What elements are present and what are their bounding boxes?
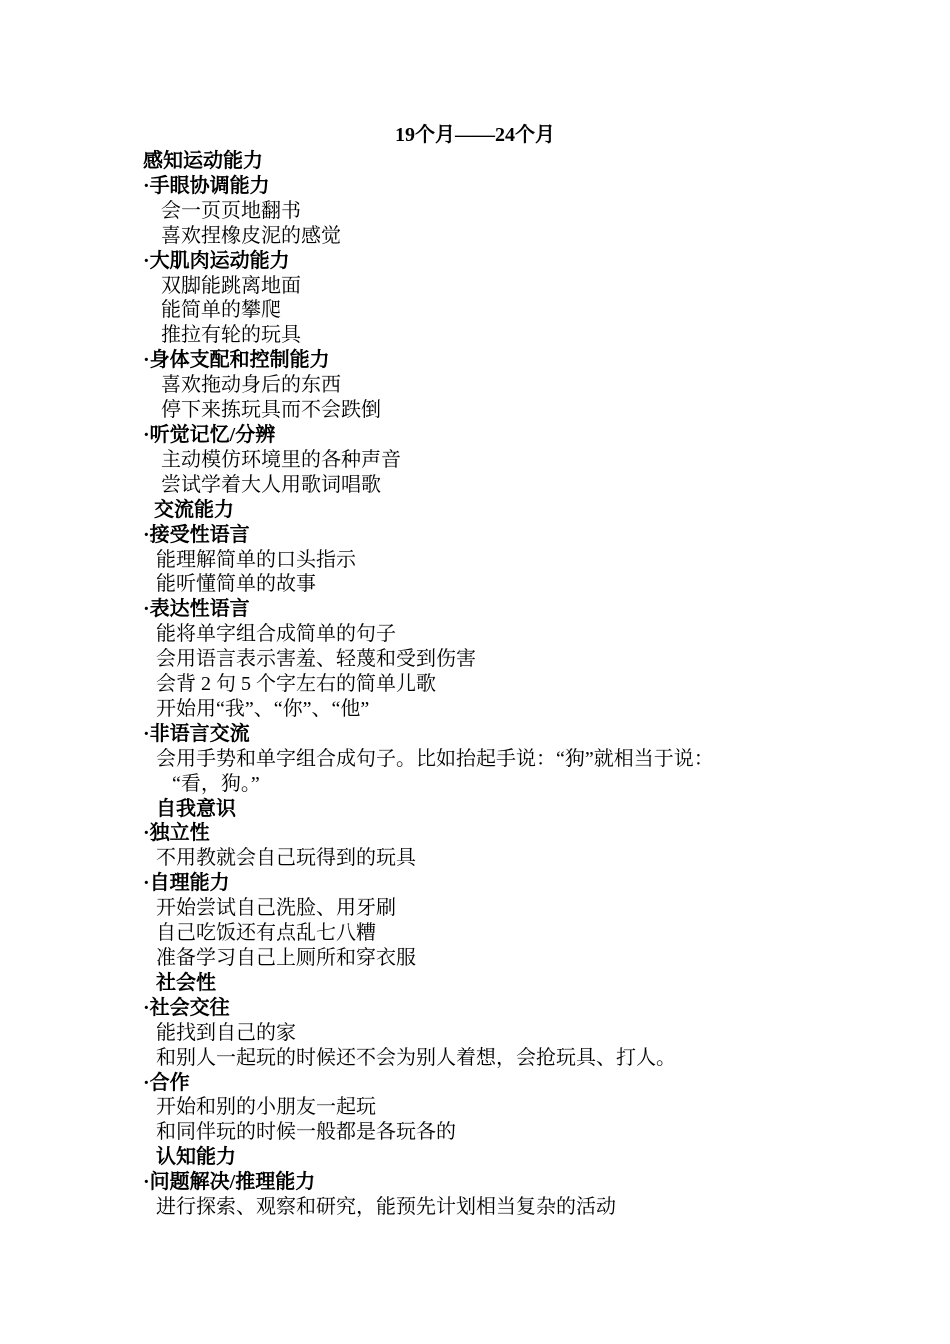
list-item: 喜欢捏橡皮泥的感觉 [161, 224, 341, 247]
document-title: 19个月——24个月 [395, 124, 555, 146]
list-item: 和同伴玩的时候一般都是各玩各的 [156, 1121, 456, 1144]
subsection-heading: ·手眼协调能力 [143, 174, 270, 197]
list-item: 能找到自己的家 [156, 1021, 296, 1044]
section-heading: 认知能力 [156, 1146, 236, 1169]
list-item: 进行探索、观察和研究，能预先计划相当复杂的活动 [156, 1196, 616, 1219]
list-item: 开始和别的小朋友一起玩 [156, 1096, 376, 1119]
subsection-heading: ·表达性语言 [143, 598, 250, 621]
list-item: 会用手势和单字组合成句子。比如抬起手说：“狗”就相当于说： [156, 747, 714, 770]
subsection-heading: ·社会交往 [143, 996, 230, 1019]
subsection-heading: ·独立性 [143, 822, 210, 845]
list-item: 会背 2 句 5 个字左右的简单儿歌 [156, 673, 436, 696]
list-item: 不用教就会自己玩得到的玩具 [156, 847, 416, 870]
subsection-heading: ·自理能力 [143, 872, 230, 895]
subsection-heading: ·身体支配和控制能力 [143, 349, 330, 372]
list-item-continuation: “看，狗。” [172, 772, 260, 795]
list-item: 能听懂简单的故事 [156, 573, 316, 596]
list-item: 准备学习自己上厕所和穿衣服 [156, 947, 416, 969]
list-item: 尝试学着大人用歌词唱歌 [161, 473, 381, 496]
subsection-heading: ·问题解决/推理能力 [143, 1171, 316, 1194]
subsection-heading: ·听觉记忆/分辨 [143, 423, 276, 446]
list-item: 双脚能跳离地面 [161, 274, 301, 297]
list-item: 停下来拣玩具而不会跌倒 [161, 399, 381, 422]
list-item: 自己吃饭还有点乱七八糟 [156, 922, 376, 945]
list-item: 和别人一起玩的时候还不会为别人着想，会抢玩具、打人。 [156, 1046, 676, 1069]
list-item: 推拉有轮的玩具 [161, 324, 301, 347]
list-item: 能简单的攀爬 [161, 299, 281, 322]
section-heading: 交流能力 [154, 498, 234, 521]
section-heading: 自我意识 [156, 797, 236, 820]
list-item: 会一页页地翻书 [161, 199, 301, 222]
section-heading: 社会性 [156, 971, 216, 994]
section-heading: 感知运动能力 [143, 150, 263, 172]
subsection-heading: ·合作 [143, 1071, 190, 1094]
document-body [143, 149, 823, 1220]
list-item: 主动模仿环境里的各种声音 [161, 448, 401, 471]
list-item: 喜欢拖动身后的东西 [161, 374, 341, 397]
list-item: 能理解简单的口头指示 [156, 548, 356, 571]
list-item: 能将单字组合成简单的句子 [156, 623, 396, 646]
list-item: 会用语言表示害羞、轻蔑和受到伤害 [156, 648, 476, 671]
list-item: 开始用“我”、“你”、“他” [156, 697, 370, 720]
subsection-heading: ·接受性语言 [143, 523, 250, 546]
subsection-heading: ·大肌肉运动能力 [143, 249, 290, 272]
list-item: 开始尝试自己洗脸、用牙刷 [156, 897, 396, 920]
subsection-heading: ·非语言交流 [143, 722, 250, 745]
